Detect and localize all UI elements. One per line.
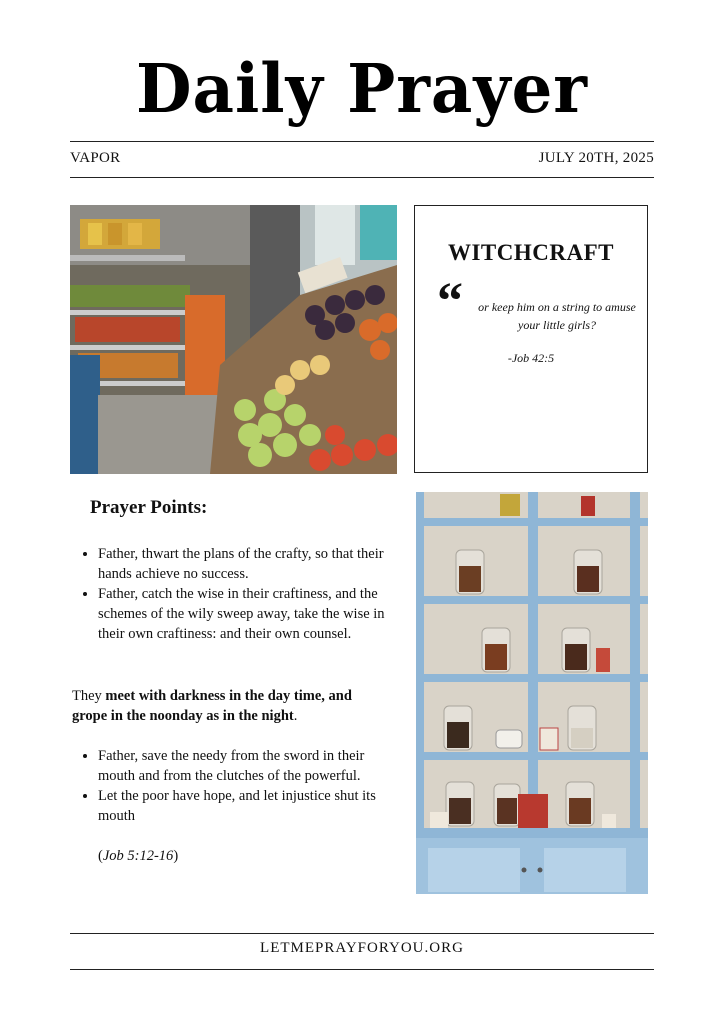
- scripture-reference: [98, 846, 178, 866]
- quote-title: WITCHCRAFT: [447, 240, 614, 265]
- paragraph-lead: They: [72, 688, 106, 704]
- masthead-title: Daily Prayer: [136, 50, 588, 129]
- publication-name: VAPOR: [70, 150, 121, 166]
- top-divider: [70, 141, 654, 142]
- tea-jar-shelves-photo: [416, 492, 648, 894]
- paragraph-bold: meet with darkness in the day time, and grope in the noonday as in the night: [72, 688, 352, 724]
- list-item: • Father, catch the wise in their craftiness, and the schemes of the wily sweep away, take the wise in their own craftiness: and their own counsel.: [98, 584, 398, 644]
- quote-reference: -Job 42:5: [507, 351, 555, 365]
- scripture-paragraph: [72, 686, 372, 726]
- paragraph-tail: .: [293, 708, 298, 724]
- prayer-points-list-2: [80, 746, 398, 826]
- quote-text: or keep him on a string to amuse your little girls?: [478, 300, 636, 332]
- list-item: • Father, save the needy from the sword in their mouth and from the clutches of the powerful.: [98, 746, 398, 786]
- grocery-produce-photo: [70, 205, 397, 474]
- footer-website: LETMEPRAYFORYOU.ORG: [260, 940, 464, 956]
- meta-divider: [70, 177, 654, 178]
- prayer-points-heading: Prayer Points:: [90, 497, 208, 518]
- footer-bottom-divider: [70, 969, 654, 970]
- issue-date: JULY 20TH, 2025: [538, 150, 654, 166]
- prayer-points-list-1: [80, 544, 398, 644]
- reference-open: (: [98, 848, 103, 864]
- reference-text: Job 5:12-16: [102, 848, 174, 864]
- footer-top-divider: [70, 933, 654, 934]
- quote-mark-icon: “: [437, 273, 463, 330]
- list-item: • Let the poor have hope, and let injustice shut its mouth: [98, 786, 398, 826]
- quote-box: [414, 205, 648, 473]
- reference-close: ): [173, 848, 179, 864]
- list-item: • Father, thwart the plans of the crafty, so that their hands achieve no success.: [98, 544, 398, 584]
